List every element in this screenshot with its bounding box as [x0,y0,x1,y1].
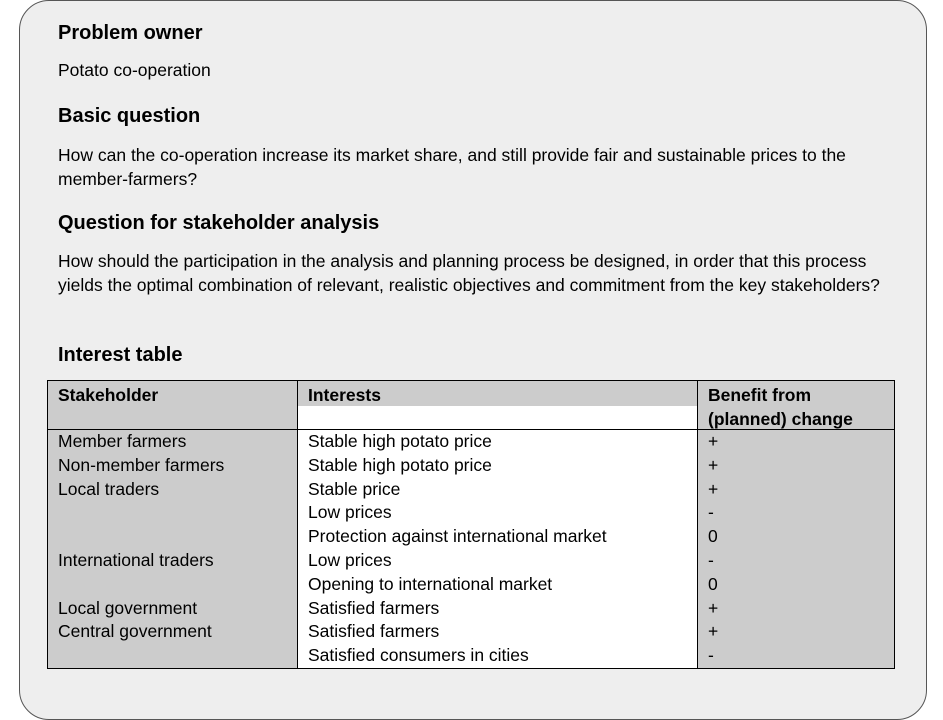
benefit-cell: - [708,502,714,523]
stakeholder-question-heading: Question for stakeholder analysis [58,212,380,234]
benefit-column [698,381,894,668]
problem-owner-heading: Problem owner [58,22,203,44]
interests-cells [308,430,607,668]
benefit-cells [708,430,718,668]
stakeholder-cell: Non-member farmers [58,454,225,475]
stakeholder-header-cell [48,381,297,430]
benefit-cell: 0 [708,526,718,547]
stakeholder-cell: Local traders [58,478,160,499]
interest-cell: Satisfied consumers in cities [308,645,529,666]
benefit-header-line1: Benefit from [708,385,812,405]
interest-cell: Satisfied farmers [308,621,440,642]
stakeholder-cell: International traders [58,549,214,570]
benefit-cell: + [708,478,719,499]
benefit-cell: + [708,431,719,451]
stakeholder-question-text: How should the participation in the analysis and planning process be designed, in order that this process yields the optimal combination of relevant, realistic objectives and commitment from the key stakeholders? [58,251,880,295]
problem-owner-text: Potato co-operation [58,60,211,80]
benefit-cell: 0 [708,573,718,594]
benefit-header-line2: (planned) change [708,409,853,429]
basic-question-text: How can the co-operation increase its market share, and still provide fair and sustainable prices to the member-farmers? [58,145,846,189]
benefit-cell: - [708,549,714,570]
stakeholder-cell [58,573,224,597]
interest-cell: Low prices [308,549,392,570]
interest-cell: Satisfied farmers [308,597,440,618]
stakeholder-header: Stakeholder [58,385,159,405]
interests-header: Interests [308,385,381,405]
stakeholder-cell [58,525,224,549]
interest-cell: Protection against international market [308,526,607,547]
benefit-cell: + [708,597,719,618]
interest-cell: Low prices [308,502,392,523]
interest-cell: Stable high potato price [308,431,492,451]
interests-header-cell [298,381,697,430]
interest-cell: Opening to international market [308,573,553,594]
benefit-header-cell [698,381,894,430]
basic-question-heading: Basic question [58,105,201,127]
benefit-cell: - [708,645,714,666]
stakeholder-cell: Local government [58,597,198,618]
benefit-cell: + [708,621,719,642]
interest-table [47,380,895,669]
benefit-cell: + [708,454,719,475]
interest-cell: Stable high potato price [308,454,492,475]
interest-cell: Stable price [308,478,401,499]
stakeholder-cell [58,501,224,525]
benefit-header [708,383,853,431]
stakeholder-cells [58,430,224,668]
stakeholder-cell [58,644,224,668]
stakeholder-cell: Central government [58,621,212,642]
interest-table-heading: Interest table [58,344,183,366]
interests-column [298,381,698,668]
stakeholder-cell: Member farmers [58,431,187,451]
stakeholder-column [48,381,298,668]
